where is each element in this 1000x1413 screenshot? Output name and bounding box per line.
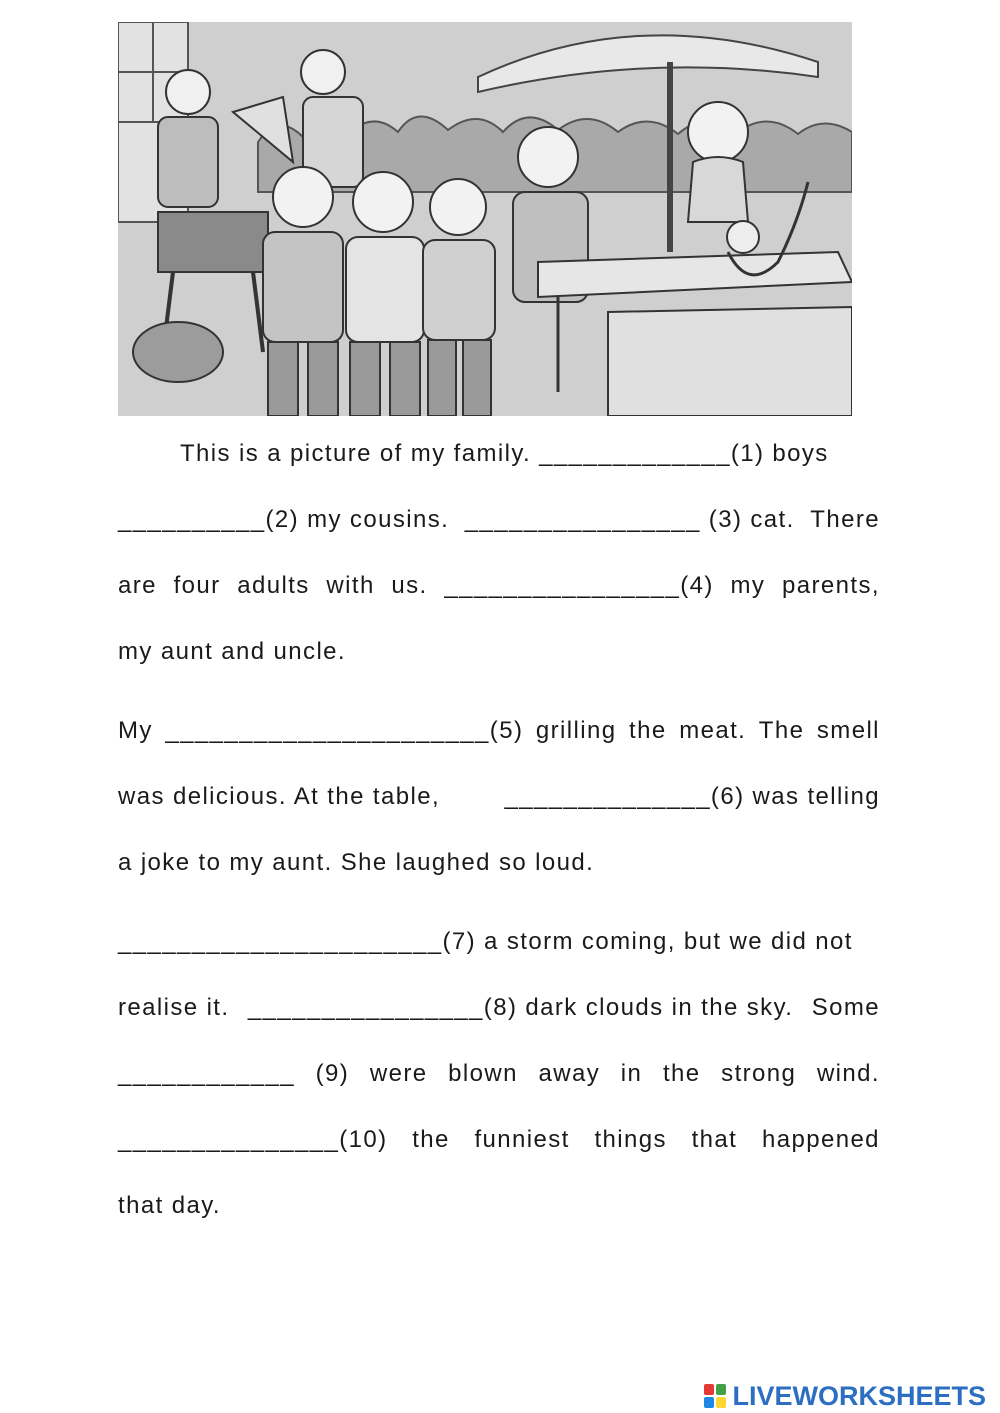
paragraph1-line3 [118, 566, 880, 606]
logo-square [704, 1397, 714, 1408]
family-picnic-illustration [118, 22, 852, 416]
paragraph3-line4 [118, 1120, 880, 1160]
word: My [118, 717, 153, 744]
word: ______________________(5) [165, 717, 524, 744]
word: away [538, 1060, 601, 1087]
text-segment: There [810, 506, 880, 533]
paragraph2-line1 [118, 711, 880, 751]
word: strong [721, 1060, 797, 1087]
text-segment: This is a picture of my family. _____________(1) boys [180, 440, 829, 467]
text-segment: ______________________(7) a storm coming, but we did not [118, 928, 853, 955]
text-segment: my aunt and uncle. [118, 638, 346, 665]
word: The [758, 717, 805, 744]
paragraph2-line2 [118, 777, 880, 817]
word: (9) [315, 1060, 350, 1087]
paragraph1-line2 [118, 500, 880, 540]
text-segment: __________(2) my cousins. [118, 506, 450, 533]
word: blown [448, 1060, 518, 1087]
paragraph3-line3 [118, 1054, 880, 1094]
word: my [730, 572, 766, 599]
word: us. [391, 572, 428, 599]
illustration-drawing [118, 22, 852, 416]
word: were [369, 1060, 428, 1087]
logo-square [716, 1384, 726, 1395]
text-segment: a joke to my aunt. She laughed so loud. [118, 849, 595, 876]
word: smell [816, 717, 880, 744]
text-segment: realise it. [118, 994, 230, 1021]
text-segment: ________________ (3) cat. [464, 506, 795, 533]
word: wind. [816, 1060, 880, 1087]
text-segment: Some [811, 994, 880, 1021]
logo-mark-icon [704, 1384, 726, 1408]
word: that [691, 1126, 738, 1153]
word: _______________(10) [118, 1126, 388, 1153]
word: grilling [535, 717, 617, 744]
word: ________________(4) [444, 572, 714, 599]
word: adults [237, 572, 310, 599]
word: meat. [679, 717, 747, 744]
paragraph1-line4 [118, 632, 880, 672]
paragraph3-line2 [118, 988, 880, 1028]
text-segment: was delicious. At the table, [118, 783, 441, 810]
word: the [629, 717, 667, 744]
word: the [662, 1060, 701, 1087]
liveworksheets-logo[interactable] [704, 1381, 986, 1411]
text-segment: that day. [118, 1192, 221, 1219]
paragraph1-line1 [118, 434, 880, 474]
logo-square [704, 1384, 714, 1395]
text-segment: ______________(6) was telling [504, 783, 880, 810]
logo-square [716, 1397, 726, 1408]
word: with [326, 572, 375, 599]
word: four [173, 572, 221, 599]
paragraph2-line3 [118, 843, 880, 883]
word: are [118, 572, 157, 599]
word: the [412, 1126, 450, 1153]
logo-text: LIVEWORKSHEETS [732, 1380, 986, 1411]
word: in [620, 1060, 643, 1087]
word: parents, [782, 572, 880, 599]
word: ____________ [118, 1060, 295, 1087]
word: things [594, 1126, 667, 1153]
word: happened [761, 1126, 880, 1153]
word: funniest [474, 1126, 570, 1153]
paragraph3-line1 [118, 922, 880, 962]
text-segment: ________________(8) dark clouds in the sky. [247, 994, 794, 1021]
paragraph3-line5 [118, 1186, 880, 1226]
